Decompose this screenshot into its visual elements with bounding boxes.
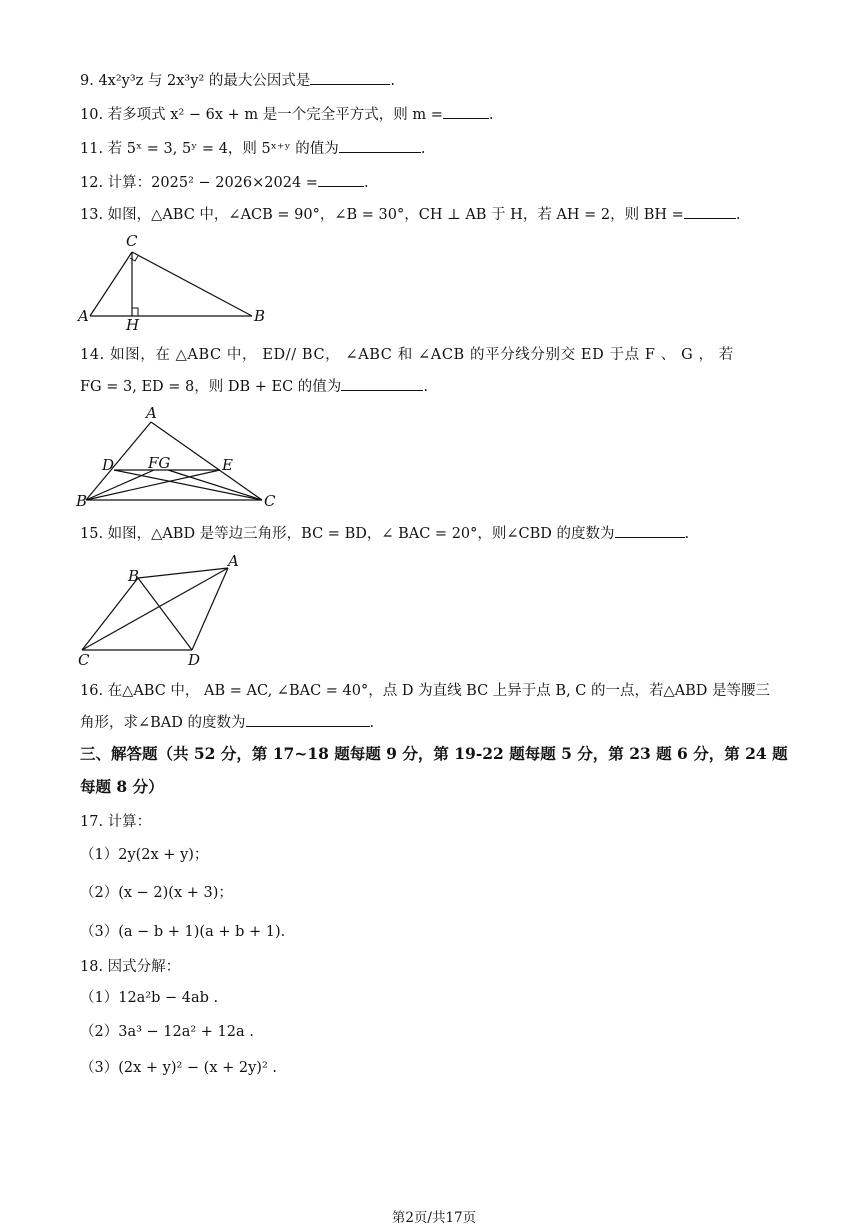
right-angle-H — [132, 308, 138, 316]
question-17-item-1: （1）2y(2x + y)； — [80, 847, 209, 863]
figure-15 — [74, 550, 254, 674]
question-18-title: 18. 因式分解： — [80, 959, 181, 975]
question-17-title: 17. 计算： — [80, 814, 152, 830]
segment-BA — [138, 568, 228, 578]
figure-13 — [74, 230, 274, 339]
question-12: 12. 计算：2025² − 2026×2024 = . — [80, 172, 369, 193]
segment-AC — [90, 252, 132, 316]
right-angle-C — [130, 256, 138, 261]
question-18-item-1: （1）12a²b − 4ab . — [80, 990, 219, 1006]
section-3-heading-line1: 三、解答题（共 52 分，第 17~18 题每题 9 分，第 19-22 题每题 5 分，第 23 题 6 分，第 24 题 — [80, 744, 788, 763]
label-B: B — [128, 567, 140, 585]
question-16-line2: 角形，求∠BAD 的度数为 . — [80, 712, 374, 733]
answer-blank — [339, 138, 421, 153]
segment-AC — [82, 568, 228, 650]
figure-15-svg — [74, 550, 254, 670]
question-17-item-3: （3）(a − b + 1)(a + b + 1). — [80, 924, 286, 940]
label-A: A — [78, 307, 89, 325]
segment-BF — [86, 470, 154, 500]
label-A: A — [228, 552, 239, 570]
question-14-line2: FG = 3, ED = 8，则 DB + EC 的值为 . — [80, 376, 428, 397]
question-18-item-2: （2）3a³ − 12a² + 12a . — [80, 1024, 254, 1040]
bisector-B — [86, 470, 220, 500]
label-D: D — [188, 651, 201, 669]
question-9: 9. 4x²y³z 与 2x³y² 的最大公因式是 . — [80, 70, 395, 91]
figure-13-svg — [74, 230, 274, 335]
segment-BC — [82, 578, 138, 650]
answer-blank — [341, 376, 423, 391]
question-14-line1: 14. 如图，在 △ABC 中， ED// BC， ∠ABC 和 ∠ACB 的平分线分别交 ED 于点 F 、 G ， 若 — [80, 347, 734, 363]
label-D: D — [102, 456, 115, 474]
answer-blank — [246, 712, 370, 727]
section-3-heading-line2: 每题 8 分） — [80, 777, 164, 796]
label-E: E — [222, 456, 233, 474]
answer-blank — [318, 172, 364, 187]
segment-AB — [86, 422, 151, 500]
answer-blank — [615, 523, 685, 538]
label-FG: FG — [148, 454, 171, 472]
question-11: 11. 若 5ˣ = 3, 5ʸ = 4，则 5ˣ⁺ʸ 的值为 . — [80, 138, 425, 159]
segment-CG — [168, 470, 262, 500]
question-18-item-3: （3）(2x + y)² − (x + 2y)² . — [80, 1060, 277, 1076]
segment-CB — [132, 252, 252, 316]
answer-blank — [443, 104, 489, 119]
label-C: C — [126, 232, 138, 250]
figure-14 — [74, 404, 284, 516]
question-16-line1: 16. 在△ABC 中， AB = AC, ∠BAC = 40°，点 D 为直线 BC 上异于点 B, C 的一点，若△ABD 是等腰三 — [80, 683, 771, 699]
question-17-item-2: （2）(x − 2)(x + 3)； — [80, 885, 233, 901]
question-15: 15. 如图，△ABD 是等边三角形，BC = BD，∠ BAC = 20°，则∠CBD 的度数为 . — [80, 523, 689, 544]
page-footer: 第2页/共17页 — [391, 1210, 477, 1226]
figure-14-svg — [74, 404, 284, 512]
label-B: B — [254, 307, 266, 325]
label-C: C — [78, 651, 90, 669]
label-H: H — [126, 316, 140, 334]
answer-blank — [684, 204, 736, 219]
answer-blank — [310, 70, 390, 85]
question-10: 10. 若多项式 x² − 6x + m 是一个完全平方式，则 m = . — [80, 104, 494, 125]
question-13: 13. 如图，△ABC 中，∠ACB = 90°，∠B = 30°，CH ⊥ AB 于 H，若 AH = 2，则 BH = . — [80, 204, 740, 225]
segment-AD — [192, 568, 228, 650]
label-B: B — [76, 492, 88, 510]
label-A: A — [146, 404, 157, 422]
label-C: C — [264, 492, 276, 510]
